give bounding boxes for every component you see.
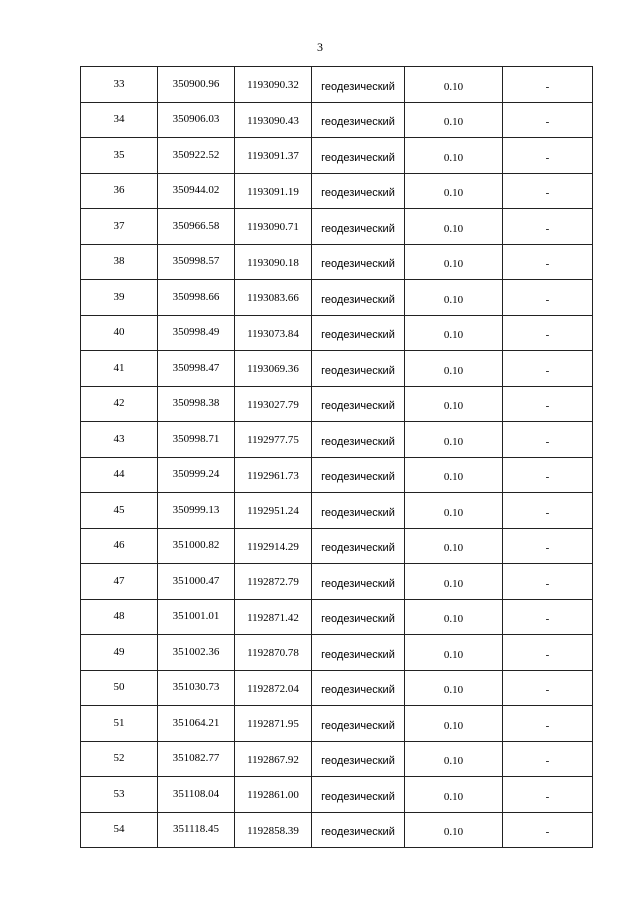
accuracy-cell [405,528,503,564]
note-cell [503,741,593,777]
y-coordinate-cell-text: 1193073.84 [247,327,299,340]
table-row [81,635,593,671]
y-coordinate-cell [235,777,312,813]
point-number-cell: 53 [81,777,158,813]
y-coordinate-cell-text: 1192870.78 [247,647,299,660]
table-row [81,706,593,742]
y-coordinate-cell-text: 1192977.75 [247,434,299,447]
y-coordinate-cell [235,528,312,564]
point-number-cell: 41 [81,351,158,387]
accuracy-cell [405,599,503,635]
accuracy-cell-text: 0.10 [443,116,464,129]
method-cell-text: геодезический [321,613,395,626]
method-cell [312,386,405,422]
accuracy-cell-text: 0.10 [443,613,464,626]
method-cell-text: геодезический [321,719,395,732]
accuracy-cell-text: 0.10 [443,826,464,839]
note-cell [503,315,593,351]
point-number-cell: 49 [81,635,158,671]
table-row [81,670,593,706]
note-cell-text: - [545,577,550,590]
method-cell-text: геодезический [321,790,395,803]
accuracy-cell-text: 0.10 [443,151,464,164]
accuracy-cell [405,422,503,458]
x-coordinate-cell: 351108.04 [158,777,235,813]
accuracy-cell-text: 0.10 [443,364,464,377]
y-coordinate-cell-text: 1193083.66 [247,292,299,305]
y-coordinate-cell-text: 1192872.04 [247,682,299,695]
y-coordinate-cell [235,351,312,387]
x-coordinate-cell: 350922.52 [158,138,235,174]
note-cell [503,493,593,529]
accuracy-cell [405,138,503,174]
note-cell-text: - [545,293,550,306]
method-cell-text: геодезический [321,471,395,484]
method-cell-text: геодезический [321,151,395,164]
accuracy-cell-text: 0.10 [443,187,464,200]
accuracy-cell-text: 0.10 [443,648,464,661]
accuracy-cell-text: 0.10 [443,435,464,448]
y-coordinate-cell [235,635,312,671]
x-coordinate-cell: 350998.47 [158,351,235,387]
method-cell-text: геодезический [321,364,395,377]
note-cell [503,812,593,848]
y-coordinate-cell [235,315,312,351]
x-coordinate-cell: 351000.82 [158,528,235,564]
note-cell-text: - [545,648,550,661]
method-cell [312,422,405,458]
y-coordinate-cell-text: 1192951.24 [247,505,299,518]
note-cell-text: - [545,364,550,377]
y-coordinate-cell [235,812,312,848]
table-row [81,244,593,280]
note-cell [503,777,593,813]
accuracy-cell-text: 0.10 [443,400,464,413]
y-coordinate-cell-text: 1192867.92 [247,753,299,766]
point-number-cell: 38 [81,244,158,280]
y-coordinate-cell-text: 1193091.37 [247,150,299,163]
y-coordinate-cell [235,706,312,742]
coordinates-table-body [81,67,593,848]
point-number-cell: 43 [81,422,158,458]
method-cell [312,741,405,777]
table-row [81,386,593,422]
accuracy-cell [405,351,503,387]
method-cell [312,564,405,600]
table-row [81,422,593,458]
method-cell-text: геодезический [321,755,395,768]
y-coordinate-cell-text: 1192961.73 [247,469,299,482]
note-cell-text: - [545,116,550,129]
note-cell-text: - [545,542,550,555]
note-cell [503,244,593,280]
y-coordinate-cell-text: 1193027.79 [247,398,299,411]
x-coordinate-cell: 350944.02 [158,173,235,209]
note-cell-text: - [545,258,550,271]
y-coordinate-cell [235,244,312,280]
accuracy-cell-text: 0.10 [443,471,464,484]
note-cell [503,173,593,209]
table-row [81,528,593,564]
accuracy-cell [405,244,503,280]
table-row [81,741,593,777]
note-cell-text: - [545,684,550,697]
x-coordinate-cell: 350998.66 [158,280,235,316]
accuracy-cell-text: 0.10 [443,755,464,768]
note-cell [503,102,593,138]
note-cell [503,635,593,671]
point-number-cell: 39 [81,280,158,316]
y-coordinate-cell [235,670,312,706]
note-cell [503,706,593,742]
y-coordinate-cell [235,386,312,422]
note-cell-text: - [545,80,550,93]
point-number-cell: 37 [81,209,158,245]
method-cell [312,209,405,245]
note-cell [503,138,593,174]
method-cell [312,280,405,316]
accuracy-cell [405,173,503,209]
y-coordinate-cell [235,422,312,458]
x-coordinate-cell: 351000.47 [158,564,235,600]
method-cell-text: геодезический [321,258,395,271]
note-cell [503,280,593,316]
note-cell-text: - [545,719,550,732]
point-number-cell: 51 [81,706,158,742]
accuracy-cell [405,635,503,671]
point-number-cell: 50 [81,670,158,706]
accuracy-cell [405,706,503,742]
x-coordinate-cell: 350998.57 [158,244,235,280]
y-coordinate-cell-text: 1193090.71 [247,221,299,234]
y-coordinate-cell-text: 1193090.18 [247,256,299,269]
table-row [81,173,593,209]
point-number-cell: 47 [81,564,158,600]
point-number-cell: 34 [81,102,158,138]
table-row [81,493,593,529]
point-number-cell: 40 [81,315,158,351]
note-cell [503,209,593,245]
method-cell-text: геодезический [321,684,395,697]
point-number-cell: 52 [81,741,158,777]
y-coordinate-cell-text: 1193091.19 [247,185,299,198]
point-number-cell: 54 [81,812,158,848]
note-cell-text: - [545,151,550,164]
accuracy-cell-text: 0.10 [443,790,464,803]
y-coordinate-cell-text: 1193090.43 [247,114,299,127]
method-cell [312,244,405,280]
accuracy-cell-text: 0.10 [443,684,464,697]
note-cell [503,670,593,706]
note-cell-text: - [545,187,550,200]
table-row [81,812,593,848]
y-coordinate-cell-text: 1192858.39 [247,824,299,837]
method-cell [312,706,405,742]
point-number-cell: 46 [81,528,158,564]
y-coordinate-cell-text: 1192914.29 [247,540,299,553]
method-cell [312,528,405,564]
accuracy-cell [405,67,503,103]
accuracy-cell-text: 0.10 [443,293,464,306]
note-cell [503,599,593,635]
accuracy-cell-text: 0.10 [443,222,464,235]
accuracy-cell-text: 0.10 [443,329,464,342]
accuracy-cell [405,209,503,245]
note-cell [503,67,593,103]
method-cell-text: геодезический [321,293,395,306]
note-cell [503,386,593,422]
x-coordinate-cell: 350998.71 [158,422,235,458]
method-cell [312,670,405,706]
x-coordinate-cell: 351082.77 [158,741,235,777]
x-coordinate-cell: 350900.96 [158,67,235,103]
accuracy-cell [405,564,503,600]
y-coordinate-cell [235,209,312,245]
point-number-cell: 42 [81,386,158,422]
accuracy-cell [405,280,503,316]
table-row [81,209,593,245]
note-cell-text: - [545,400,550,413]
accuracy-cell [405,812,503,848]
note-cell-text: - [545,329,550,342]
y-coordinate-cell [235,741,312,777]
method-cell [312,315,405,351]
accuracy-cell-text: 0.10 [443,577,464,590]
note-cell [503,457,593,493]
x-coordinate-cell: 351064.21 [158,706,235,742]
method-cell-text: геодезический [321,506,395,519]
x-coordinate-cell: 350999.24 [158,457,235,493]
accuracy-cell [405,102,503,138]
table-row [81,777,593,813]
y-coordinate-cell [235,457,312,493]
method-cell-text: геодезический [321,222,395,235]
accuracy-cell [405,457,503,493]
accuracy-cell-text: 0.10 [443,80,464,93]
y-coordinate-cell [235,564,312,600]
method-cell-text: геодезический [321,648,395,661]
accuracy-cell [405,777,503,813]
method-cell-text: геодезический [321,187,395,200]
x-coordinate-cell: 351030.73 [158,670,235,706]
accuracy-cell [405,315,503,351]
method-cell [312,67,405,103]
y-coordinate-cell [235,493,312,529]
table-row [81,280,593,316]
method-cell-text: геодезический [321,826,395,839]
table-row [81,102,593,138]
accuracy-cell [405,386,503,422]
method-cell-text: геодезический [321,435,395,448]
point-number-cell: 35 [81,138,158,174]
note-cell-text: - [545,222,550,235]
note-cell-text: - [545,506,550,519]
y-coordinate-cell-text: 1192871.42 [247,611,299,624]
note-cell [503,528,593,564]
point-number-cell: 48 [81,599,158,635]
y-coordinate-cell-text: 1193090.32 [247,79,299,92]
accuracy-cell [405,741,503,777]
method-cell [312,599,405,635]
y-coordinate-cell [235,67,312,103]
x-coordinate-cell: 351002.36 [158,635,235,671]
x-coordinate-cell: 351118.45 [158,812,235,848]
method-cell [312,173,405,209]
point-number-cell: 36 [81,173,158,209]
note-cell [503,422,593,458]
note-cell-text: - [545,471,550,484]
x-coordinate-cell: 350998.49 [158,315,235,351]
method-cell [312,493,405,529]
method-cell [312,635,405,671]
method-cell [312,138,405,174]
y-coordinate-cell [235,102,312,138]
y-coordinate-cell-text: 1193069.36 [247,363,299,376]
x-coordinate-cell: 350966.58 [158,209,235,245]
accuracy-cell [405,670,503,706]
table-row [81,564,593,600]
table-row [81,138,593,174]
x-coordinate-cell: 350999.13 [158,493,235,529]
method-cell [312,351,405,387]
method-cell [312,457,405,493]
accuracy-cell-text: 0.10 [443,258,464,271]
x-coordinate-cell: 350998.38 [158,386,235,422]
accuracy-cell-text: 0.10 [443,506,464,519]
table-row [81,457,593,493]
table-row [81,599,593,635]
y-coordinate-cell-text: 1192872.79 [247,576,299,589]
y-coordinate-cell [235,599,312,635]
method-cell-text: геодезический [321,80,395,93]
y-coordinate-cell [235,138,312,174]
note-cell [503,351,593,387]
method-cell [312,777,405,813]
y-coordinate-cell-text: 1192861.00 [247,789,299,802]
method-cell-text: геодезический [321,116,395,129]
note-cell-text: - [545,613,550,626]
method-cell [312,812,405,848]
x-coordinate-cell: 351001.01 [158,599,235,635]
y-coordinate-cell [235,173,312,209]
x-coordinate-cell: 350906.03 [158,102,235,138]
accuracy-cell-text: 0.10 [443,719,464,732]
point-number-cell: 44 [81,457,158,493]
y-coordinate-cell [235,280,312,316]
table-row [81,67,593,103]
note-cell-text: - [545,790,550,803]
note-cell-text: - [545,435,550,448]
coordinates-table [80,66,593,848]
method-cell-text: геодезический [321,542,395,555]
method-cell-text: геодезический [321,329,395,342]
method-cell-text: геодезический [321,577,395,590]
accuracy-cell [405,493,503,529]
point-number-cell: 45 [81,493,158,529]
note-cell [503,564,593,600]
note-cell-text: - [545,826,550,839]
method-cell [312,102,405,138]
table-row [81,315,593,351]
point-number-cell: 33 [81,67,158,103]
accuracy-cell-text: 0.10 [443,542,464,555]
y-coordinate-cell-text: 1192871.95 [247,718,299,731]
page-number: 3 [317,40,323,54]
method-cell-text: геодезический [321,400,395,413]
table-row [81,351,593,387]
note-cell-text: - [545,755,550,768]
